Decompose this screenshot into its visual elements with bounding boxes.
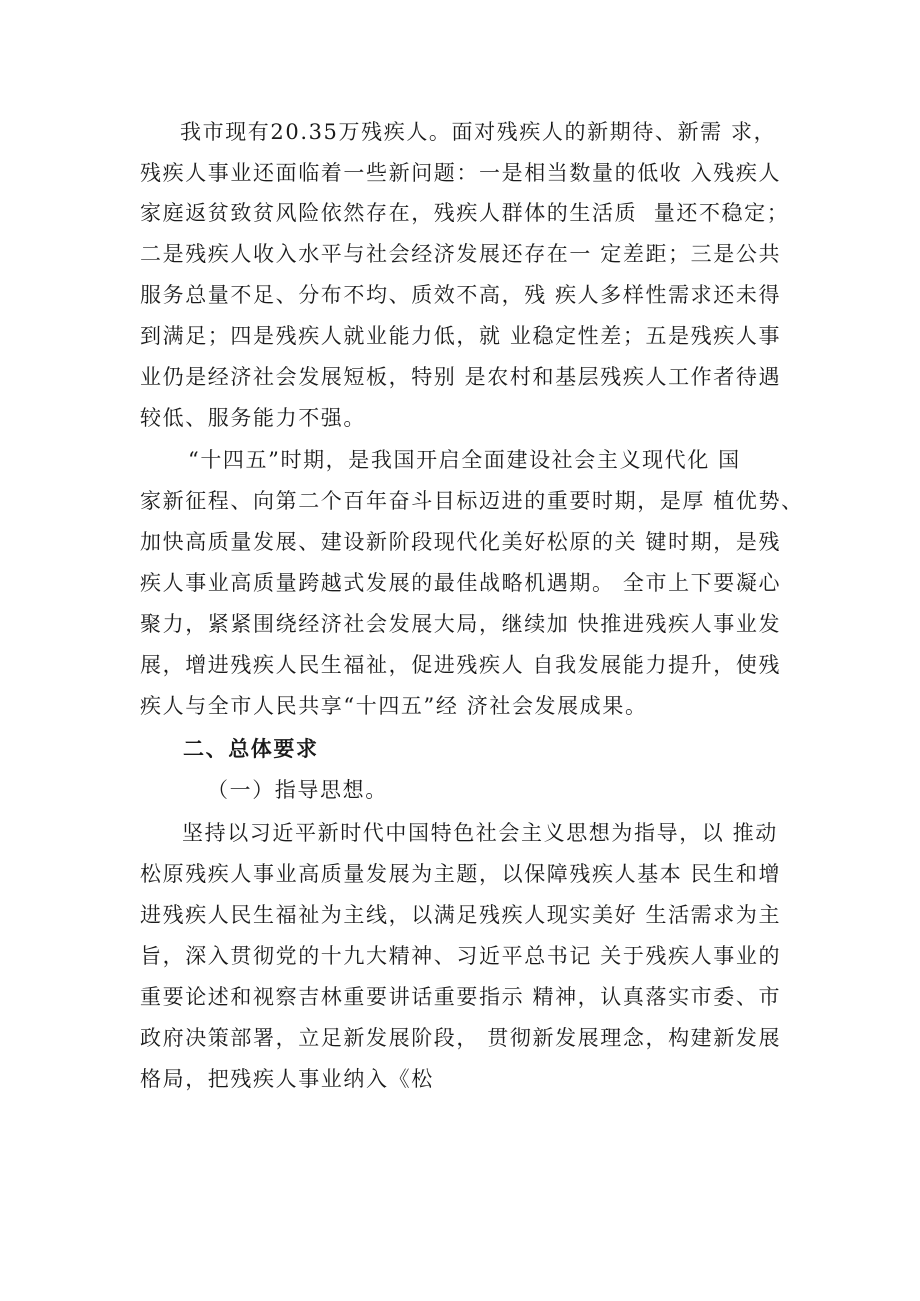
text-line: 到满足；四是残疾人就业能力低，就 业稳定性差；五是残疾人事 (140, 324, 782, 348)
text-line: 二是残疾人收入水平与社会经济发展还存在一 定差距；三是公共 (140, 242, 782, 266)
text-line: 疾人与全市人民共享“十四五”经 济社会发展成果。 (140, 694, 648, 718)
text-line: 坚持以习近平新时代中国特色社会主义思想为指导，以 推动 (182, 821, 778, 845)
text-line: 格局，把残疾人事业纳入《松 (140, 1067, 434, 1091)
section-heading: 二、总体要求 (183, 737, 319, 761)
text-line: 服务总量不足、分布不均、质效不高，残 疾人多样性需求还未得 (140, 283, 782, 307)
subsection-heading: （一）指导思想。 (207, 778, 388, 802)
text-line: 家庭返贫致贫风险依然存在，残疾人群体的生活质 量还不稳定； (140, 201, 790, 225)
text-line: “十四五”时期，是我国开启全面建设社会主义现代化 国 (188, 448, 741, 472)
text-line: 残疾人事业还面临着一些新问题：一是相当数量的低收 入残疾人 (140, 161, 782, 185)
text-line: 业仍是经济社会发展短板，特别 是农村和基层残疾人工作者待遇 (140, 365, 782, 389)
text-line: 加快高质量发展、建设新阶段现代化美好松原的关 键时期，是残 (140, 530, 782, 554)
text-line: 松原残疾人事业高质量发展为主题，以保障残疾人基本 民生和增 (140, 862, 782, 886)
text-line: 展，增进残疾人民生福祉，促进残疾人 自我发展能力提升，使残 (140, 653, 782, 677)
text-line: 进残疾人民生福祉为主线，以满足残疾人现实美好 生活需求为主 (140, 903, 782, 927)
text-line: 疾人事业高质量跨越式发展的最佳战略机遇期。 全市上下要凝心 (140, 571, 782, 595)
text-line: 政府决策部署，立足新发展阶段， 贯彻新发展理念，构建新发展 (140, 1026, 782, 1050)
text-line: 较低、服务能力不强。 (140, 406, 366, 430)
text-line: 聚力，紧紧围绕经济社会发展大局，继续加 快推进残疾人事业发 (140, 612, 782, 636)
text-line: 家新征程、向第二个百年奋斗目标迈进的重要时期，是厚 植优势、 (140, 489, 804, 513)
text-line: 重要论述和视察吉林重要讲话重要指示 精神，认真落实市委、市 (140, 985, 782, 1009)
text-line: 旨，深入贯彻党的十九大精神、习近平总书记 关于残疾人事业的 (140, 944, 782, 968)
text-line: 我市现有20.35万残疾人。面对残疾人的新期待、新需 求， (180, 120, 777, 144)
